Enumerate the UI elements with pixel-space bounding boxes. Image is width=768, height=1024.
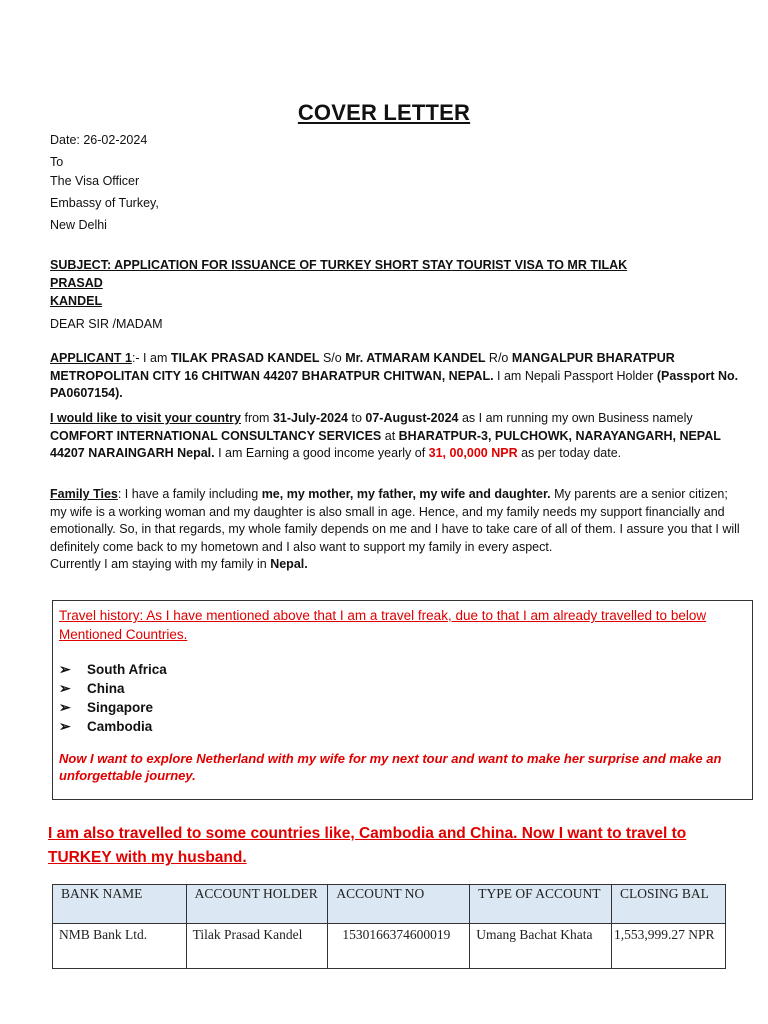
income-text: I am Earning a good income yearly of — [214, 446, 429, 460]
applicant-label: APPLICANT 1 — [50, 351, 132, 365]
business-name: COMFORT INTERNATIONAL CONSULTANCY SERVICES — [50, 428, 382, 443]
country-name: South Africa — [87, 662, 167, 677]
applicant-name: TILAK PRASAD KANDEL — [170, 351, 320, 365]
header-bank-name: BANK NAME — [53, 885, 187, 924]
table-header-row — [53, 885, 726, 924]
applicant-sep: :- I am — [131, 351, 171, 365]
family-paragraph — [50, 486, 740, 574]
subject-line-2: KANDEL — [50, 294, 103, 308]
arrowhead-bullet-icon: ➢ — [59, 661, 71, 677]
visit-start-date: 31-July-2024 — [272, 411, 349, 425]
family-label: Family Ties — [50, 487, 118, 501]
cell-account-type: Umang Bachat Khata — [470, 924, 612, 969]
subject-line-1: SUBJECT: APPLICATION FOR ISSUANCE OF TURKEY SHORT STAY TOURIST VISA TO MR TILAK PRASAD — [50, 258, 628, 290]
country-name: China — [87, 681, 125, 696]
business-location: BHARATPUR-3, PULCHOWK, NARAYANGARH, NEPAL 44207 NARAINGARH Nepal. — [50, 428, 721, 460]
passport-number: (Passport No. PA0607154). — [50, 368, 739, 400]
arrowhead-bullet-icon: ➢ — [59, 718, 71, 734]
country-name: Cambodia — [87, 719, 153, 734]
arrowhead-bullet-icon: ➢ — [59, 680, 71, 696]
family-intro: : I have a family including — [117, 487, 262, 501]
staying-country: Nepal. — [270, 557, 308, 571]
letter-date: Date: 26-02-2024 — [50, 133, 148, 147]
recipient-line-1: The Visa Officer — [50, 174, 140, 188]
document-title: COVER LETTER — [297, 100, 471, 125]
cell-account-holder: Tilak Prasad Kandel — [186, 924, 328, 969]
also-travelled-statement: I am also travelled to some countries like, Cambodia and China. Now I want to travel to TURKEY with my husband. — [48, 825, 687, 866]
visit-paragraph — [50, 410, 740, 463]
country-name: Singapore — [87, 700, 154, 715]
cell-account-no: 1530166374600019 — [328, 924, 470, 969]
countries-list — [59, 660, 167, 736]
recipient-line-3: New Delhi — [50, 218, 107, 232]
header-account-no: ACCOUNT NO — [328, 885, 470, 924]
applicant-address: MANGALPUR BHARATPUR METROPOLITAN CITY 16 CHITWAN 44207 BHARATPUR CHITWAN, NEPAL. — [50, 351, 675, 383]
visit-end-date: 07-August-2024 — [365, 411, 459, 425]
family-members: me, my mother, my father, my wife and daughter. — [261, 487, 551, 501]
list-item — [59, 698, 167, 717]
bank-details-table — [52, 884, 726, 969]
arrowhead-bullet-icon: ➢ — [59, 699, 71, 715]
salutation: DEAR SIR /MADAM — [50, 317, 163, 331]
list-item — [59, 660, 167, 679]
travel-history-heading: Travel history: As I have mentioned above that I am a travel freak, due to that I am already travelled to below Mentioned Countries. — [59, 608, 707, 642]
list-item — [59, 679, 167, 698]
header-account-type: TYPE OF ACCOUNT — [470, 885, 612, 924]
family-body: My parents are a senior citizen; my wife is a working woman and my daughter is also small in age. Hence, and my family needs my support financially and emotionally. So, in that regards, my whole family depends on me and I have to take care of all of them. I assure you that I will definitely come back to my hometown and I also want to support my family in every aspect. — [50, 487, 740, 554]
passport-text: I am Nepali Passport Holder — [493, 368, 657, 383]
to-label: To — [50, 155, 64, 169]
visit-label: I would like to visit your country — [50, 411, 241, 425]
recipient-line-2: Embassy of Turkey, — [50, 196, 159, 210]
header-account-holder: ACCOUNT HOLDER — [186, 885, 328, 924]
yearly-income: 31, 00,000 NPR — [428, 446, 518, 460]
business-text: as I am running my own Business namely — [458, 411, 693, 425]
to-text: to — [348, 411, 366, 425]
resident-of-text: R/o — [485, 351, 512, 365]
travel-next-tour-note: Now I want to explore Netherland with my wife for my next tour and want to make her surprise and make an unforgettable journey. — [59, 751, 722, 783]
income-tail: as per today date. — [517, 446, 622, 460]
father-name: Mr. ATMARAM KANDEL — [345, 351, 486, 365]
table-row — [53, 924, 726, 969]
from-text: from — [241, 411, 273, 425]
subject-line — [50, 256, 670, 310]
at-text: at — [381, 428, 399, 443]
staying-text: Currently I am staying with my family in — [50, 557, 271, 571]
applicant-paragraph — [50, 350, 740, 403]
list-item — [59, 717, 167, 736]
son-of-text: S/o — [319, 351, 346, 365]
cell-closing-bal: 1,553,999.27 NPR — [612, 924, 726, 969]
cell-bank-name: NMB Bank Ltd. — [53, 924, 187, 969]
travel-history-box — [52, 600, 753, 800]
header-closing-bal: CLOSING BAL — [612, 885, 726, 924]
